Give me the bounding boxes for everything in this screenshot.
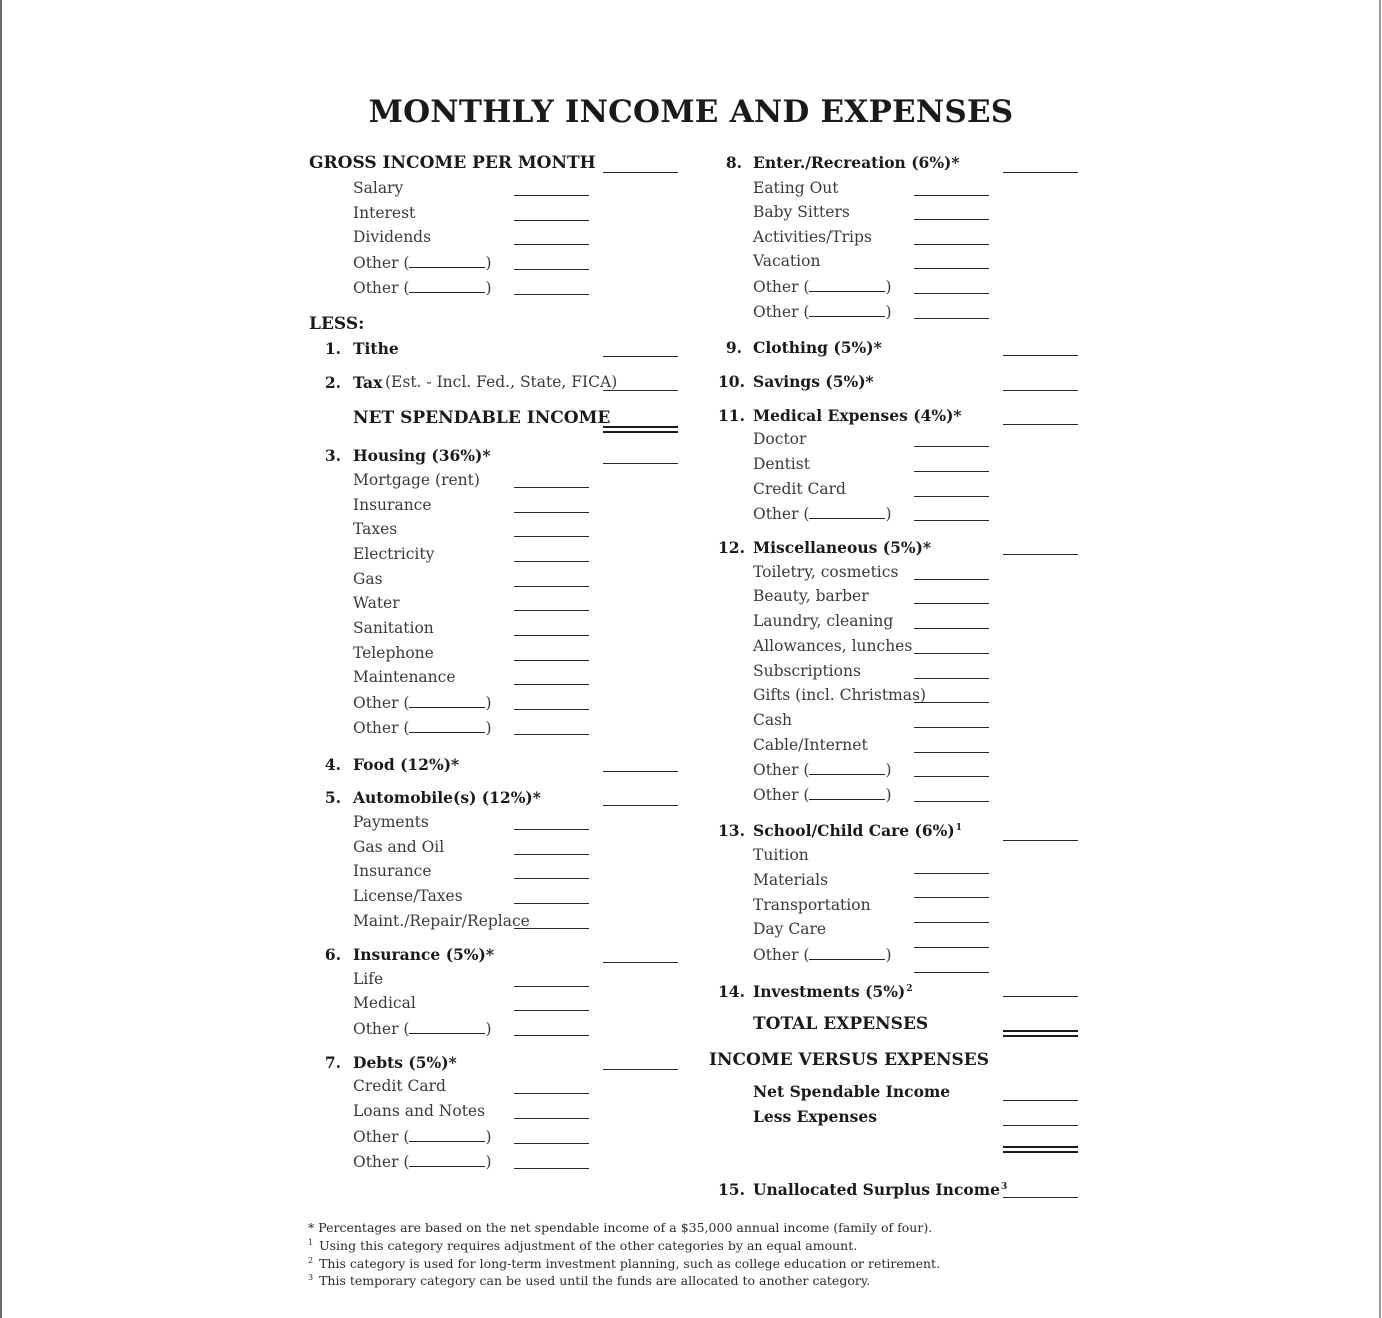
entertainment-item: Vacation: [753, 252, 821, 270]
other-label: Other (: [353, 694, 410, 712]
other-label: Other (: [353, 1128, 410, 1146]
other-description-blank[interactable]: [409, 280, 485, 293]
housing-item: Insurance: [353, 496, 432, 514]
footnote-mark: 1: [955, 822, 962, 833]
net-spendable-income-heading: NET SPENDABLE INCOME: [353, 408, 611, 428]
other-label: Other (: [353, 1020, 410, 1038]
medical-item: Doctor: [753, 430, 807, 448]
amount-blank[interactable]: [514, 269, 589, 270]
miscellaneous-item: Cable/Internet: [753, 736, 868, 754]
income-item: [353, 255, 492, 272]
amount-blank[interactable]: [914, 268, 989, 269]
savings-title: Savings (5%)*: [753, 372, 874, 391]
footnote: [308, 1256, 940, 1271]
footnote: [308, 1220, 932, 1235]
housing-item: Electricity: [353, 545, 435, 563]
amount-blank[interactable]: [914, 219, 989, 220]
debts-item: [353, 1129, 492, 1146]
miscellaneous-title: Miscellaneous (5%)*: [753, 538, 932, 557]
close-paren: ): [885, 946, 892, 964]
debts-title: Debts (5%)*: [353, 1053, 457, 1072]
tax-blank[interactable]: [603, 390, 678, 391]
amount-blank[interactable]: [914, 293, 989, 294]
automobile-item: License/Taxes: [353, 887, 463, 905]
amount-blank[interactable]: [514, 684, 589, 685]
close-paren: ): [885, 278, 892, 296]
miscellaneous-number: 12.: [718, 538, 745, 557]
footnote-mark: 1: [308, 1237, 314, 1247]
medical-item: Credit Card: [753, 480, 846, 498]
close-paren: ): [885, 786, 892, 804]
close-paren: ): [485, 279, 492, 297]
housing-item: [353, 720, 492, 737]
medical-title: Medical Expenses (4%)*: [753, 406, 962, 425]
close-paren: ): [485, 1128, 492, 1146]
other-description-blank[interactable]: [409, 720, 485, 733]
insurance-item: Medical: [353, 994, 416, 1012]
amount-blank[interactable]: [914, 318, 989, 319]
automobile-item: Insurance: [353, 862, 432, 880]
amount-blank[interactable]: [914, 244, 989, 245]
housing-item: Taxes: [353, 520, 398, 538]
amount-blank[interactable]: [514, 829, 589, 830]
amount-blank[interactable]: [914, 678, 989, 679]
miscellaneous-total-blank[interactable]: [1003, 554, 1078, 555]
miscellaneous-item: Allowances, lunches: [753, 637, 913, 655]
miscellaneous-item: Cash: [753, 711, 793, 729]
footnote: [308, 1238, 857, 1253]
investments-title: Investments (5%)$^2$: [753, 982, 913, 1001]
other-description-blank[interactable]: [409, 1154, 485, 1167]
amount-blank[interactable]: [914, 496, 989, 497]
amount-blank[interactable]: [914, 653, 989, 654]
amount-blank[interactable]: [514, 294, 589, 295]
miscellaneous-item: [753, 787, 892, 804]
tax-number: 2.: [324, 373, 341, 392]
ive-less-expenses-blank[interactable]: [1003, 1125, 1078, 1126]
other-description-blank[interactable]: [809, 304, 885, 317]
close-paren: ): [885, 303, 892, 321]
other-description-blank[interactable]: [809, 279, 885, 292]
amount-blank[interactable]: [914, 702, 989, 703]
school-child-care-title: School/Child Care (6%)$^1$: [753, 821, 962, 840]
housing-title: Housing (36%)*: [353, 446, 491, 465]
less-heading: LESS:: [309, 314, 365, 334]
other-description-blank[interactable]: [409, 1129, 485, 1142]
page-title: MONTHLY INCOME AND EXPENSES: [368, 94, 1014, 130]
other-description-blank[interactable]: [409, 255, 485, 268]
miscellaneous-item: [753, 762, 892, 779]
amount-blank[interactable]: [514, 610, 589, 611]
amount-blank[interactable]: [514, 903, 589, 904]
amount-blank[interactable]: [514, 734, 589, 735]
school-item: Day Care: [753, 920, 827, 938]
automobile-item: Gas and Oil: [353, 838, 445, 856]
housing-item: Mortgage (rent): [353, 471, 480, 489]
other-label: Other (: [753, 303, 810, 321]
footnote-mark: 3: [308, 1272, 314, 1282]
amount-blank[interactable]: [514, 487, 589, 488]
investments-number: 14.: [718, 982, 745, 1001]
amount-blank[interactable]: [514, 536, 589, 537]
footnote-text: This temporary category can be used until the funds are allocated to another category.: [319, 1273, 871, 1288]
amount-blank[interactable]: [914, 471, 989, 472]
clothing-title: Clothing (5%)*: [753, 338, 882, 357]
ive-double-rule: [1003, 1146, 1078, 1153]
amount-blank[interactable]: [914, 752, 989, 753]
amount-blank[interactable]: [514, 195, 589, 196]
unallocated-surplus-number: 15.: [718, 1180, 745, 1199]
entertainment-item: Activities/Trips: [753, 228, 872, 246]
amount-blank[interactable]: [514, 709, 589, 710]
medical-item: [753, 506, 892, 523]
amount-blank[interactable]: [914, 603, 989, 604]
amount-blank[interactable]: [914, 195, 989, 196]
income-versus-expenses-heading: INCOME VERSUS EXPENSES: [709, 1050, 990, 1070]
food-number: 4.: [324, 755, 341, 774]
housing-item: Telephone: [353, 644, 434, 662]
housing-item: Maintenance: [353, 668, 456, 686]
footnote-text: Percentages are based on the net spendable income of a $35,000 annual income (family of four).: [318, 1220, 933, 1235]
income-item: Salary: [353, 179, 404, 197]
school-item: [753, 947, 892, 964]
total-expenses-double-rule: [1003, 1030, 1078, 1037]
footnote-mark: *: [308, 1220, 315, 1235]
debts-item: [353, 1154, 492, 1171]
footnote-mark: 3: [1001, 1181, 1008, 1192]
miscellaneous-item: Beauty, barber: [753, 587, 869, 605]
other-label: Other (: [753, 278, 810, 296]
automobile-item: Maint./Repair/Replace: [353, 912, 530, 930]
amount-blank[interactable]: [514, 986, 589, 987]
net-spendable-double-rule: [603, 426, 678, 433]
entertainment-item: [753, 304, 892, 321]
amount-blank[interactable]: [514, 928, 589, 929]
amount-blank[interactable]: [914, 446, 989, 447]
savings-number: 10.: [718, 372, 745, 391]
amount-blank[interactable]: [514, 1118, 589, 1119]
other-description-blank[interactable]: [809, 506, 885, 519]
amount-blank[interactable]: [914, 897, 989, 898]
debts-item: Loans and Notes: [353, 1102, 486, 1120]
food-blank[interactable]: [603, 771, 678, 772]
footnote-text: This category is used for long-term investment planning, such as college education or retirement.: [319, 1256, 941, 1271]
amount-blank[interactable]: [514, 1143, 589, 1144]
other-description-blank[interactable]: [809, 947, 885, 960]
amount-blank[interactable]: [514, 854, 589, 855]
housing-item: [353, 695, 492, 712]
entertainment-item: Baby Sitters: [753, 203, 850, 221]
clothing-blank[interactable]: [1003, 355, 1078, 356]
amount-blank[interactable]: [914, 520, 989, 521]
miscellaneous-item: Gifts (incl. Christmas): [753, 686, 926, 704]
income-item: Dividends: [353, 228, 432, 246]
amount-blank[interactable]: [914, 579, 989, 580]
insurance-number: 6.: [324, 945, 341, 964]
less-expenses-label: Less Expenses: [753, 1107, 877, 1126]
miscellaneous-item: Subscriptions: [753, 662, 861, 680]
close-paren: ): [485, 1153, 492, 1171]
housing-number: 3.: [324, 446, 341, 465]
other-label: Other (: [353, 1153, 410, 1171]
net-spendable-income-label: Net Spendable Income: [753, 1082, 951, 1101]
amount-blank[interactable]: [914, 628, 989, 629]
miscellaneous-item: Laundry, cleaning: [753, 612, 894, 630]
total-expenses-heading: TOTAL EXPENSES: [753, 1014, 929, 1034]
close-paren: ): [885, 505, 892, 523]
close-paren: ): [485, 254, 492, 272]
insurance-item: [353, 1021, 492, 1038]
entertainment-item: [753, 279, 892, 296]
debts-item: Credit Card: [353, 1077, 446, 1095]
amount-blank[interactable]: [914, 801, 989, 802]
tithe-number: 1.: [324, 339, 341, 358]
school-item: Tuition: [753, 846, 809, 864]
amount-blank[interactable]: [514, 635, 589, 636]
medical-total-blank[interactable]: [1003, 424, 1078, 425]
other-label: Other (: [753, 946, 810, 964]
entertainment-number: 8.: [725, 153, 742, 172]
other-label: Other (: [353, 254, 410, 272]
investments-blank[interactable]: [1003, 996, 1078, 997]
debts-total-blank[interactable]: [603, 1069, 678, 1070]
school-item: Materials: [753, 871, 829, 889]
tax-title: Tax: [353, 373, 383, 392]
insurance-item: Life: [353, 970, 384, 988]
tithe-title: Tithe: [353, 339, 399, 358]
other-label: Other (: [753, 786, 810, 804]
footnote-mark: 2: [906, 983, 913, 994]
clothing-number: 9.: [725, 338, 742, 357]
other-description-blank[interactable]: [409, 1021, 485, 1034]
other-label: Other (: [753, 505, 810, 523]
close-paren: ): [485, 694, 492, 712]
amount-blank[interactable]: [514, 220, 589, 221]
amount-blank[interactable]: [514, 512, 589, 513]
tax-detail: (Est. - Incl. Fed., State, FICA): [385, 373, 618, 391]
amount-blank[interactable]: [514, 660, 589, 661]
school-child-care-number: 13.: [718, 821, 745, 840]
close-paren: ): [885, 761, 892, 779]
other-label: Other (: [353, 279, 410, 297]
amount-blank[interactable]: [914, 873, 989, 874]
footnote-mark: 2: [308, 1255, 314, 1265]
close-paren: ): [485, 719, 492, 737]
amount-blank[interactable]: [514, 1035, 589, 1036]
other-description-blank[interactable]: [809, 787, 885, 800]
surplus-blank[interactable]: [1003, 1197, 1078, 1198]
income-item: [353, 280, 492, 297]
footnote: [308, 1273, 870, 1288]
insurance-total-blank[interactable]: [603, 962, 678, 963]
amount-blank[interactable]: [914, 947, 989, 948]
amount-blank[interactable]: [914, 972, 989, 973]
miscellaneous-item: Toiletry, cosmetics: [753, 563, 899, 581]
housing-item: Sanitation: [353, 619, 434, 637]
savings-blank[interactable]: [1003, 390, 1078, 391]
tithe-blank[interactable]: [603, 356, 678, 357]
amount-blank[interactable]: [514, 586, 589, 587]
unallocated-surplus-title: Unallocated Surplus Income$^3$: [753, 1180, 1008, 1199]
page-left-border: [0, 0, 2, 1318]
food-title: Food (12%)*: [353, 755, 460, 774]
housing-item: Water: [353, 594, 400, 612]
amount-blank[interactable]: [514, 878, 589, 879]
housing-item: Gas: [353, 570, 383, 588]
amount-blank[interactable]: [514, 244, 589, 245]
gross-income-total-blank[interactable]: [603, 172, 678, 173]
amount-blank[interactable]: [514, 561, 589, 562]
amount-blank[interactable]: [514, 1093, 589, 1094]
other-description-blank[interactable]: [809, 762, 885, 775]
entertainment-item: Eating Out: [753, 179, 839, 197]
school-total-blank[interactable]: [1003, 840, 1078, 841]
automobile-title: Automobile(s) (12%)*: [353, 788, 541, 807]
footnote-text: Using this category requires adjustment of the other categories by an equal amount.: [319, 1238, 858, 1253]
amount-blank[interactable]: [514, 1010, 589, 1011]
other-label: Other (: [353, 719, 410, 737]
entertainment-title: Enter./Recreation (6%)*: [753, 153, 960, 172]
other-label: Other (: [753, 761, 810, 779]
amount-blank[interactable]: [914, 776, 989, 777]
page-right-border: [1379, 0, 1381, 1318]
automobile-total-blank[interactable]: [603, 805, 678, 806]
medical-number: 11.: [718, 406, 745, 425]
automobile-item: Payments: [353, 813, 429, 831]
automobile-number: 5.: [324, 788, 341, 807]
medical-item: Dentist: [753, 455, 810, 473]
gross-income-heading: GROSS INCOME PER MONTH: [309, 153, 596, 173]
amount-blank[interactable]: [514, 1168, 589, 1169]
housing-total-blank[interactable]: [603, 463, 678, 464]
other-description-blank[interactable]: [409, 695, 485, 708]
ive-net-spendable-blank[interactable]: [1003, 1100, 1078, 1101]
debts-number: 7.: [324, 1053, 341, 1072]
entertainment-total-blank[interactable]: [1003, 172, 1078, 173]
school-item: Transportation: [753, 896, 871, 914]
amount-blank[interactable]: [914, 922, 989, 923]
close-paren: ): [485, 1020, 492, 1038]
amount-blank[interactable]: [914, 727, 989, 728]
income-item: Interest: [353, 204, 416, 222]
insurance-title: Insurance (5%)*: [353, 945, 494, 964]
